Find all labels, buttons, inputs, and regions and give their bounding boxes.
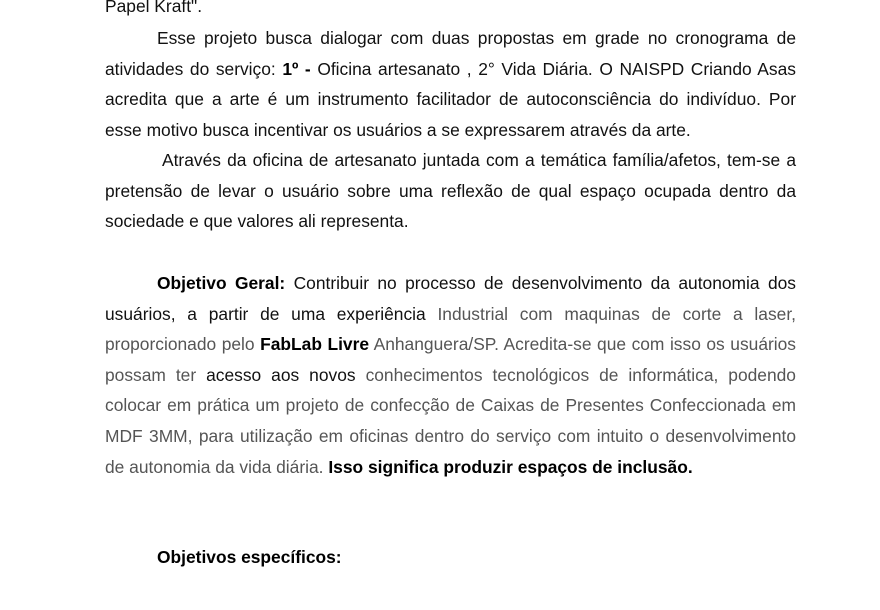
text-span: atividades do serviço:: [105, 58, 283, 79]
text-span: Oficina artesanato , 2° Vida Diária. O NAISPD Criando Asas: [310, 58, 796, 79]
text-span: Industrial com maquinas de corte a laser,: [437, 303, 796, 324]
text-line: Esse projeto busca dialogar com duas propostas em grade no cronograma de: [157, 28, 796, 48]
text-line: MDF 3MM, para utilização em oficinas dentro do serviço com intuito o desenvolvimento: [105, 425, 796, 446]
inclusao-bold: Isso significa produzir espaços de inclusão.: [328, 456, 693, 477]
text-span: proporcionado pelo: [105, 334, 261, 355]
text-line: [105, 452, 796, 483]
text-line: pretensão de levar o usuário sobre uma reflexão de qual espaço ocupada dentro da: [105, 180, 796, 201]
text-line: [105, 299, 796, 330]
paragraph-projeto: [105, 23, 796, 145]
text-span: usuários, a partir de uma experiência: [105, 303, 426, 324]
heading-objetivos-especificos: [105, 542, 796, 573]
text-span: Contribuir no processo de desenvolvimento da autonomia dos: [293, 273, 796, 293]
text-line: Através da oficina de artesanato juntada com a temática família/afetos, tem-se a: [162, 150, 796, 170]
paragraph-oficina: [105, 145, 796, 237]
text-span: conhecimentos tecnológicos de informática, podendo: [365, 364, 796, 385]
text-line: [105, 329, 796, 360]
text-line: [105, 360, 796, 391]
text-line: colocar em prática um projeto de confecção de Caixas de Presentes Confeccionada em: [105, 395, 796, 416]
text-line: [105, 268, 796, 299]
bold-span: 1º -: [282, 58, 311, 79]
paragraph-tail: [105, 0, 796, 22]
text-span: possam ter: [105, 364, 197, 385]
fablab-bold: FabLab Livre: [260, 334, 370, 355]
text-line: acredita que a arte é um instrumento facilitador de autoconsciência do indivíduo. Por: [105, 89, 796, 110]
paragraph-objetivo-geral: [105, 268, 796, 482]
text-line: sociedade e que valores ali representa.: [105, 211, 409, 232]
section-heading: Objetivos específicos:: [157, 547, 342, 567]
text-span: de autonomia da vida diária.: [105, 456, 324, 477]
text-span: Anhanguera/SP. Acredita-se que com isso os usuários: [369, 334, 797, 355]
text-line: [105, 542, 796, 573]
text-line: [105, 54, 796, 85]
text-span: acesso aos novos: [206, 364, 356, 385]
text-line: Papel Kraft".: [105, 0, 203, 16]
objetivo-geral-label: Objetivo Geral:: [157, 273, 286, 293]
text-line: esse motivo busca incentivar os usuários a se expressarem através da arte.: [105, 119, 691, 140]
